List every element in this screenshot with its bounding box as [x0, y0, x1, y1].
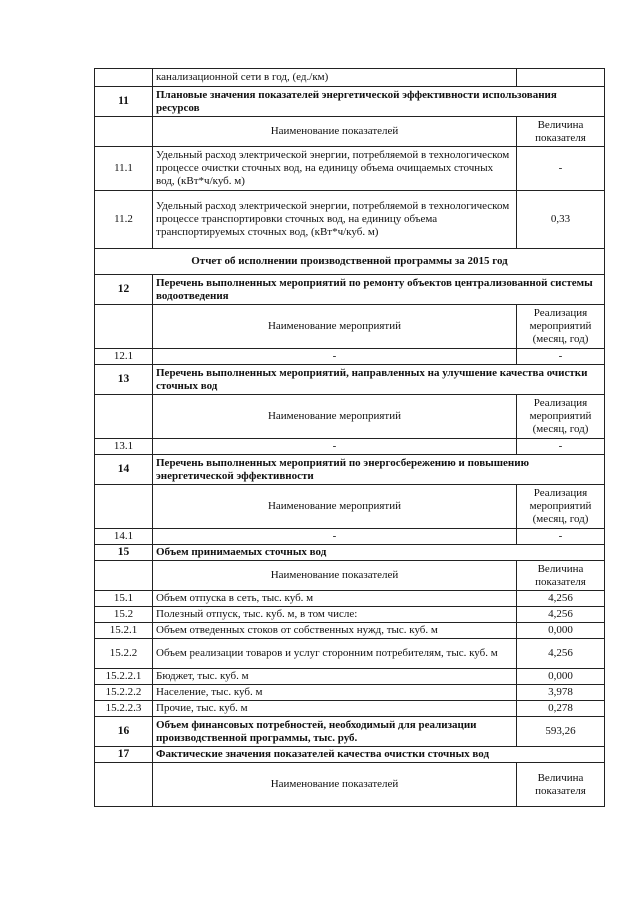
section-header-row	[95, 455, 605, 485]
row-value: -	[517, 529, 605, 545]
row-value: 0,000	[517, 623, 605, 639]
table-row	[95, 607, 605, 623]
row-number: 11.2	[95, 191, 153, 249]
section-title: Перечень выполненных мероприятий по энергосбережению и повышению энергетической эффективности	[153, 455, 605, 485]
row-number	[95, 69, 153, 87]
column-header-value: Реализация мероприятий (месяц, год)	[517, 395, 605, 439]
section-title: Перечень выполненных мероприятий по ремонту объектов централизованной системы водоотведения	[153, 275, 605, 305]
row-text: канализационной сети в год, (ед./км)	[153, 69, 517, 87]
column-header-row	[95, 395, 605, 439]
section-title: Перечень выполненных мероприятий, направленных на улучшение качества очистки сточных вод	[153, 365, 605, 395]
section-number: 13	[95, 365, 153, 395]
row-value: 0,278	[517, 701, 605, 717]
row-value: 4,256	[517, 639, 605, 669]
column-header-row	[95, 763, 605, 807]
row-value: 4,256	[517, 591, 605, 607]
row-value: 0,000	[517, 669, 605, 685]
row-text: Население, тыс. куб. м	[153, 685, 517, 701]
section-header-row	[95, 747, 605, 763]
row-value: 3,978	[517, 685, 605, 701]
table-row	[95, 701, 605, 717]
row-value: -	[517, 439, 605, 455]
row-text: -	[153, 439, 517, 455]
column-header-name: Наименование показателей	[153, 561, 517, 591]
row-number: 15.2	[95, 607, 153, 623]
section-title: Объем принимаемых сточных вод	[153, 545, 605, 561]
row-number: 13.1	[95, 439, 153, 455]
row-value: -	[517, 147, 605, 191]
section-number: 12	[95, 275, 153, 305]
row-number: 15.2.2	[95, 639, 153, 669]
row-number: 15.2.2.1	[95, 669, 153, 685]
section-number: 11	[95, 87, 153, 117]
table-row	[95, 623, 605, 639]
row-number: 15.1	[95, 591, 153, 607]
table-row	[95, 669, 605, 685]
table-row	[95, 591, 605, 607]
row-value: 593,26	[517, 717, 605, 747]
table-row	[95, 191, 605, 249]
section-title: Объем финансовых потребностей, необходимый для реализации производственной программы, тыс. руб.	[153, 717, 517, 747]
section-number: 16	[95, 717, 153, 747]
row-text: Объем реализации товаров и услуг сторонним потребителям, тыс. куб. м	[153, 639, 517, 669]
section-number: 14	[95, 455, 153, 485]
row-text: Удельный расход электрической энергии, потребляемой в технологическом процессе очистки сточных вод, на единицу объема очищаемых сточных вод, (кВт*ч/куб. м)	[153, 147, 517, 191]
section-header-row	[95, 275, 605, 305]
table-row	[95, 147, 605, 191]
row-number: 15.2.1	[95, 623, 153, 639]
section-title: Фактические значения показателей качества очистки сточных вод	[153, 747, 605, 763]
column-header-row	[95, 561, 605, 591]
row-value	[517, 69, 605, 87]
column-header-value: Величина показателя	[517, 117, 605, 147]
table-row	[95, 685, 605, 701]
row-value: 0,33	[517, 191, 605, 249]
row-text: Полезный отпуск, тыс. куб. м, в том числе:	[153, 607, 517, 623]
section-title: Плановые значения показателей энергетической эффективности использования ресурсов	[153, 87, 605, 117]
column-header-value: Величина показателя	[517, 561, 605, 591]
row-value: 4,256	[517, 607, 605, 623]
column-header-name: Наименование мероприятий	[153, 305, 517, 349]
section-header-row	[95, 365, 605, 395]
section-header-row	[95, 87, 605, 117]
row-text: Объем отведенных стоков от собственных нужд, тыс. куб. м	[153, 623, 517, 639]
section-number: 17	[95, 747, 153, 763]
row-number: 11.1	[95, 147, 153, 191]
program-table	[94, 68, 605, 807]
column-header-row	[95, 305, 605, 349]
row-text: -	[153, 529, 517, 545]
column-header-name: Наименование мероприятий	[153, 485, 517, 529]
row-text: Объем отпуска в сеть, тыс. куб. м	[153, 591, 517, 607]
column-header-row	[95, 117, 605, 147]
row-text: Бюджет, тыс. куб. м	[153, 669, 517, 685]
table-row	[95, 349, 605, 365]
row-text: Прочие, тыс. куб. м	[153, 701, 517, 717]
row-number: 15.2.2.2	[95, 685, 153, 701]
row-value: -	[517, 349, 605, 365]
row-text: Удельный расход электрической энергии, потребляемой в технологическом процессе транспортировки сточных вод, на единицу объема транспортируемых сточных вод, (кВт*ч/куб. м)	[153, 191, 517, 249]
column-header-row	[95, 485, 605, 529]
table-row	[95, 639, 605, 669]
report-title-row	[95, 249, 605, 275]
column-header-value: Реализация мероприятий (месяц, год)	[517, 305, 605, 349]
column-header-name: Наименование показателей	[153, 117, 517, 147]
table-row	[95, 439, 605, 455]
section-header-row	[95, 545, 605, 561]
row-number: 14.1	[95, 529, 153, 545]
table-row	[95, 529, 605, 545]
column-header-value: Величина показателя	[517, 763, 605, 807]
section-header-row	[95, 717, 605, 747]
section-number: 15	[95, 545, 153, 561]
table-row	[95, 69, 605, 87]
row-text: -	[153, 349, 517, 365]
column-header-name: Наименование показателей	[153, 763, 517, 807]
column-header-value: Реализация мероприятий (месяц, год)	[517, 485, 605, 529]
report-title: Отчет об исполнении производственной программы за 2015 год	[95, 249, 605, 275]
row-number: 12.1	[95, 349, 153, 365]
row-number: 15.2.2.3	[95, 701, 153, 717]
column-header-name: Наименование мероприятий	[153, 395, 517, 439]
